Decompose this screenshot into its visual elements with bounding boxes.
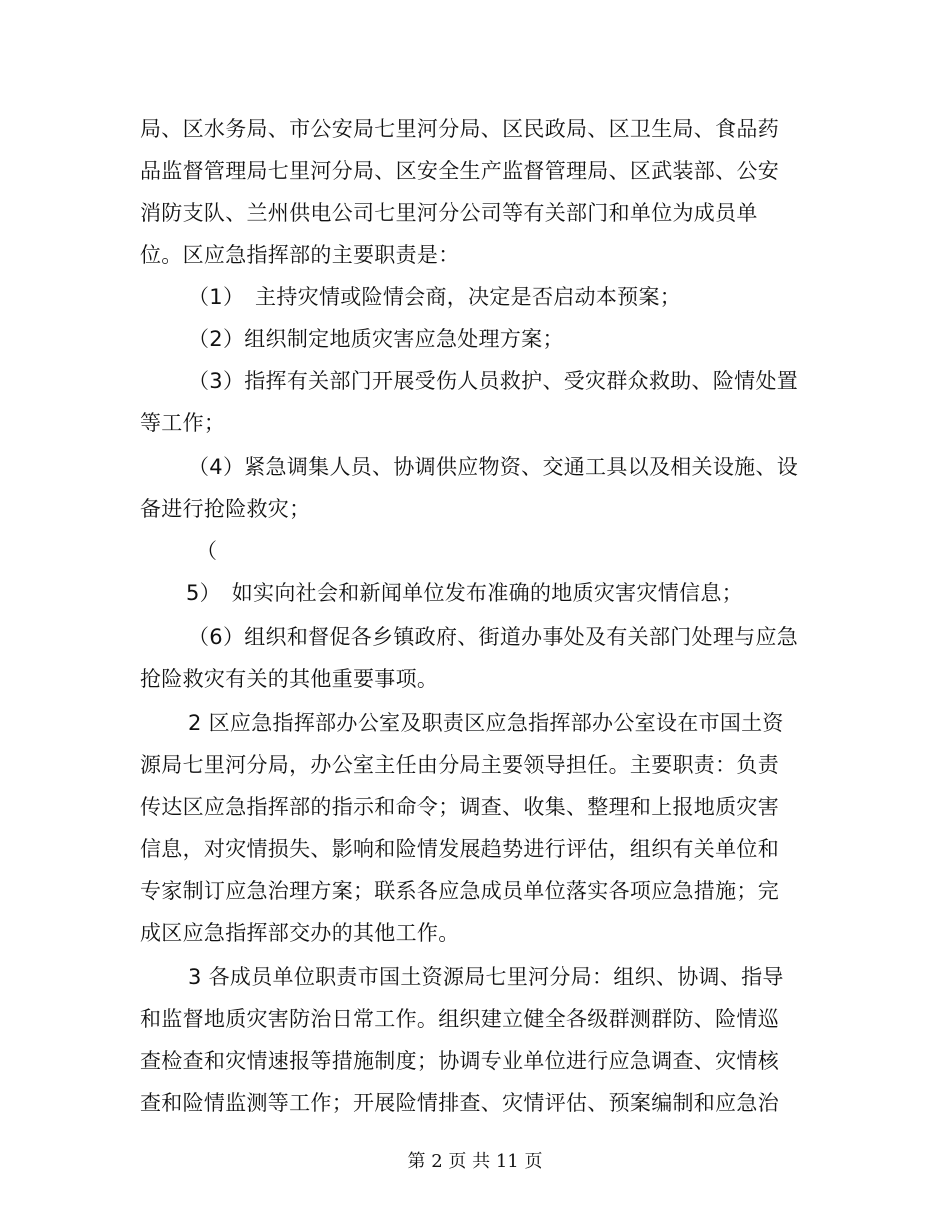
body-text-line: 等工作； — [140, 411, 226, 435]
list-item-2: （2）组织制定地质灾害应急处理方案； — [188, 327, 564, 351]
body-text-line: 备进行抢险救灾； — [140, 497, 311, 521]
page-number-footer: 第 2 页 共 11 页 — [407, 1151, 543, 1172]
body-text-line: 局、区水务局、市公安局七里河分局、区民政局、区卫生局、食品药 — [140, 117, 779, 141]
body-text-line: 信息，对灾情损失、影响和险情发展趋势进行评估，组织有关单位和 — [140, 837, 779, 861]
body-text-line: 传达区应急指挥部的指示和命令；调查、收集、整理和上报地质灾害 — [140, 795, 779, 819]
section-3-heading-line: 3 各成员单位职责市国土资源局七里河分局：组织、协调、指导 — [188, 965, 784, 989]
list-item-5: 5） 如实向社会和新闻单位发布准确的地质灾害灾情信息； — [186, 581, 743, 605]
body-text-line: 品监督管理局七里河分局、区安全生产监督管理局、区武装部、公安 — [140, 159, 779, 183]
body-text-line: 消防支队、兰州供电公司七里河分公司等有关部门和单位为成员单 — [140, 201, 758, 225]
list-item-3: （3）指挥有关部门开展受伤人员救护、受灾群众救助、险情处置 — [188, 369, 799, 393]
body-text-line: 源局七里河分局，办公室主任由分局主要领导担任。主要职责：负责 — [140, 753, 779, 777]
list-item-4: （4）紧急调集人员、协调供应物资、交通工具以及相关设施、设 — [188, 455, 799, 479]
body-text-line: 和监督地质灾害防治日常工作。组织建立健全各级群测群防、险情巡 — [140, 1007, 779, 1031]
body-text-line: 抢险救灾有关的其他重要事项。 — [140, 667, 439, 691]
body-text-line: 查和险情监测等工作；开展险情排查、灾情评估、预案编制和应急治 — [140, 1091, 779, 1115]
body-text-line: 查检查和灾情速报等措施制度；协调专业单位进行应急调查、灾情核 — [140, 1049, 779, 1073]
list-item-6: （6）组织和督促各乡镇政府、街道办事处及有关部门处理与应急 — [188, 625, 799, 649]
body-text-line: 成区应急指挥部交办的其他工作。 — [140, 921, 460, 945]
list-item-5-paren: （ — [196, 539, 218, 563]
list-item-1: （1） 主持灾情或险情会商，决定是否启动本预案； — [188, 285, 682, 309]
body-text-line: 位。区应急指挥部的主要职责是： — [140, 243, 460, 267]
section-2-heading-line: 2 区应急指挥部办公室及职责区应急指挥部办公室设在市国土资 — [188, 711, 784, 735]
body-text-line: 专家制订应急治理方案；联系各应急成员单位落实各项应急措施；完 — [140, 879, 779, 903]
